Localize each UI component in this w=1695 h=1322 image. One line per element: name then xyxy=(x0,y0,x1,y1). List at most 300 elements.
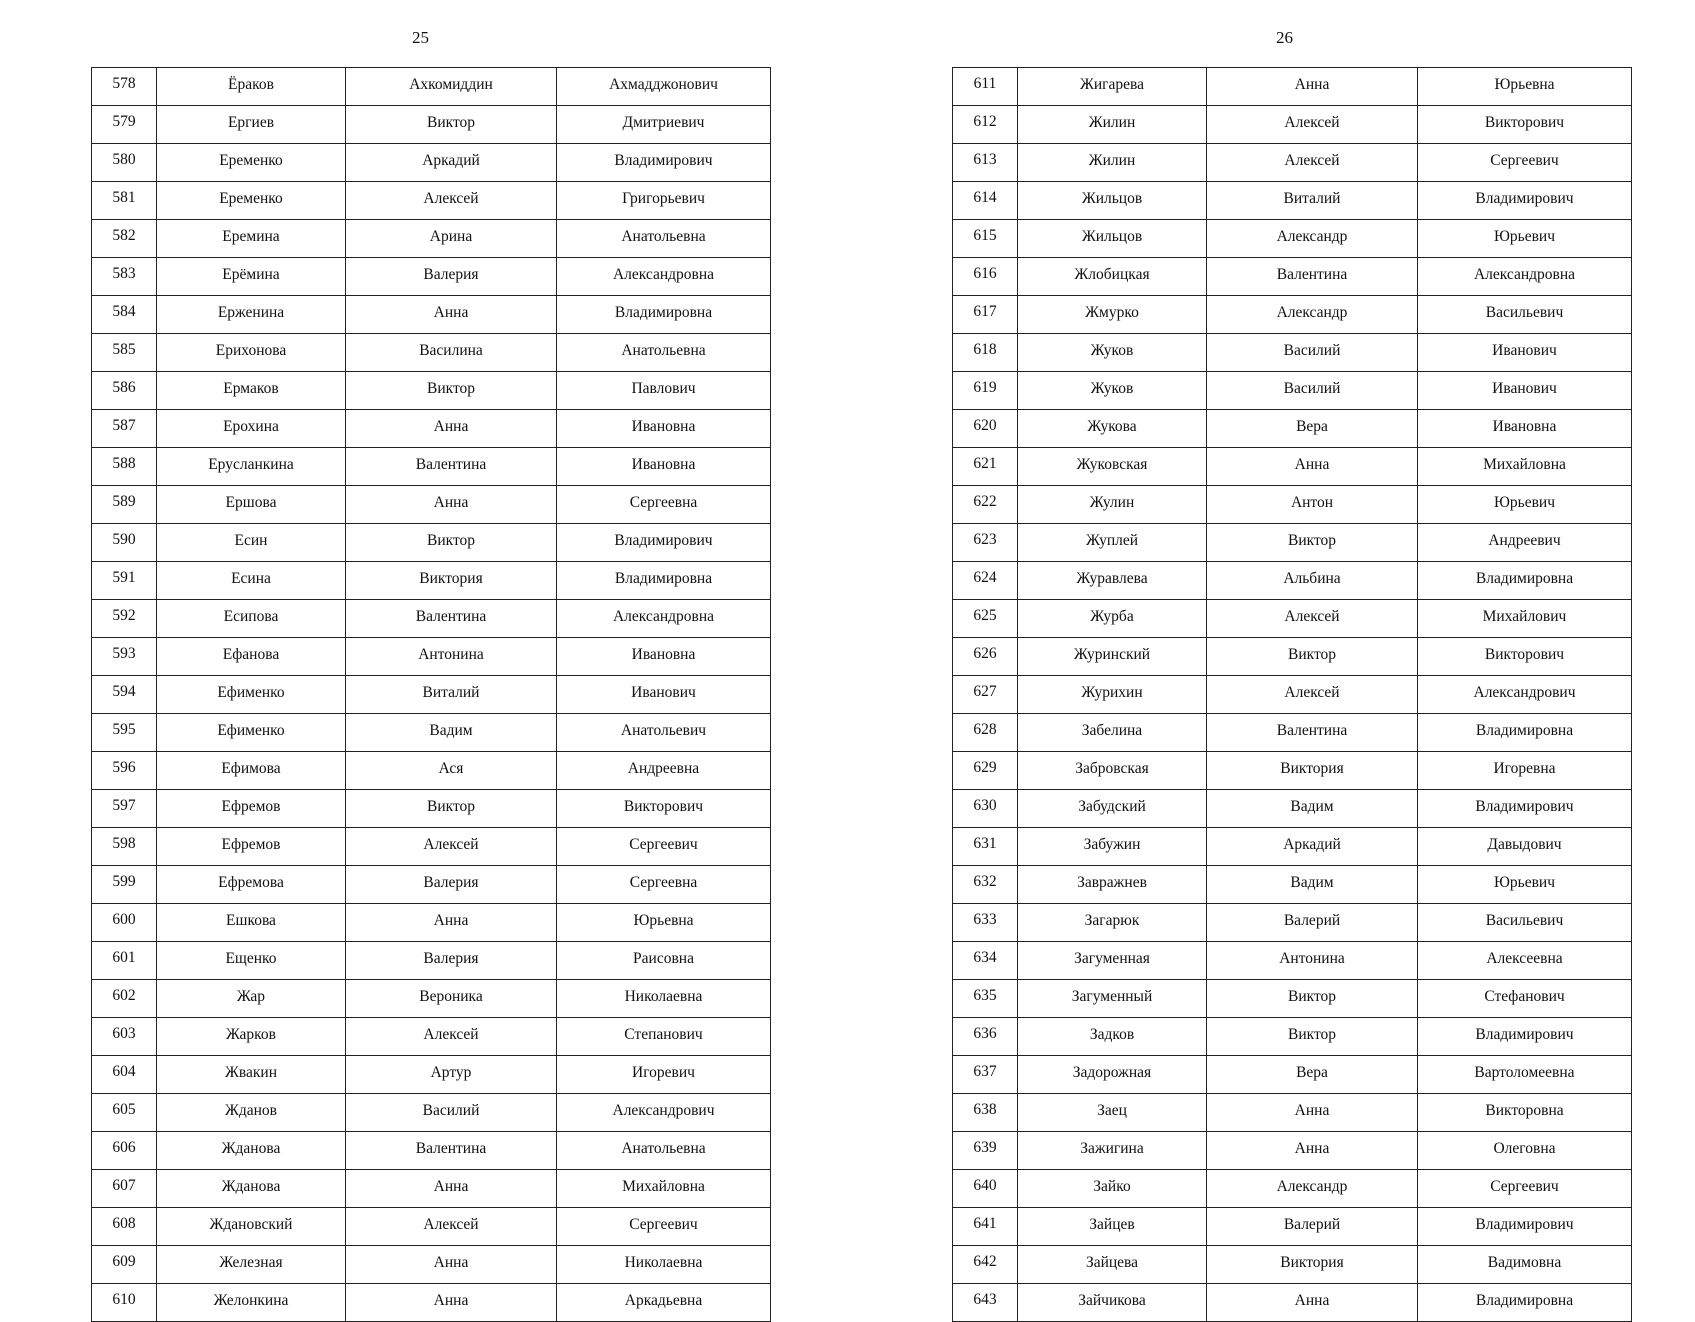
row-number-cell: 633 xyxy=(953,904,1018,942)
last-name-cell: Журба xyxy=(1018,600,1207,638)
first-name-cell: Виктор xyxy=(1207,524,1418,562)
table-row xyxy=(953,486,1632,524)
last-name-cell: Жилин xyxy=(1018,106,1207,144)
last-name-cell: Загарюк xyxy=(1018,904,1207,942)
last-name-cell: Забудский xyxy=(1018,790,1207,828)
row-number-cell: 611 xyxy=(953,68,1018,106)
table-row xyxy=(92,1284,771,1322)
last-name-cell: Жуков xyxy=(1018,334,1207,372)
table-row xyxy=(92,714,771,752)
table-row xyxy=(953,1208,1632,1246)
patronymic-cell: Анатольевич xyxy=(557,714,771,752)
patronymic-cell: Викторович xyxy=(557,790,771,828)
table-row xyxy=(953,1170,1632,1208)
last-name-cell: Жулин xyxy=(1018,486,1207,524)
last-name-cell: Ефремов xyxy=(157,790,346,828)
last-name-cell: Зайцева xyxy=(1018,1246,1207,1284)
table-row xyxy=(92,1056,771,1094)
last-name-cell: Еремина xyxy=(157,220,346,258)
first-name-cell: Анна xyxy=(346,1284,557,1322)
patronymic-cell: Сергеевна xyxy=(557,486,771,524)
patronymic-cell: Ивановна xyxy=(557,448,771,486)
last-name-cell: Задорожная xyxy=(1018,1056,1207,1094)
patronymic-cell: Владимировна xyxy=(1418,714,1632,752)
last-name-cell: Заец xyxy=(1018,1094,1207,1132)
row-number-cell: 581 xyxy=(92,182,157,220)
first-name-cell: Виктор xyxy=(346,372,557,410)
table-row xyxy=(92,1018,771,1056)
patronymic-cell: Владимирович xyxy=(557,524,771,562)
row-number-cell: 622 xyxy=(953,486,1018,524)
last-name-cell: Журихин xyxy=(1018,676,1207,714)
first-name-cell: Анна xyxy=(1207,1284,1418,1322)
patronymic-cell: Сергеевич xyxy=(1418,144,1632,182)
row-number-cell: 618 xyxy=(953,334,1018,372)
last-name-cell: Железная xyxy=(157,1246,346,1284)
row-number-cell: 625 xyxy=(953,600,1018,638)
roster-body-right xyxy=(953,68,1632,1322)
first-name-cell: Василий xyxy=(1207,372,1418,410)
row-number-cell: 638 xyxy=(953,1094,1018,1132)
patronymic-cell: Игоревич xyxy=(557,1056,771,1094)
patronymic-cell: Сергеевна xyxy=(557,866,771,904)
last-name-cell: Жилин xyxy=(1018,144,1207,182)
patronymic-cell: Ахмадджонович xyxy=(557,68,771,106)
patronymic-cell: Иванович xyxy=(1418,334,1632,372)
first-name-cell: Алексей xyxy=(346,828,557,866)
table-row xyxy=(953,410,1632,448)
first-name-cell: Вера xyxy=(1207,1056,1418,1094)
patronymic-cell: Александрович xyxy=(1418,676,1632,714)
table-row xyxy=(953,866,1632,904)
row-number-cell: 630 xyxy=(953,790,1018,828)
patronymic-cell: Григорьевич xyxy=(557,182,771,220)
row-number-cell: 583 xyxy=(92,258,157,296)
last-name-cell: Ёраков xyxy=(157,68,346,106)
first-name-cell: Алексей xyxy=(1207,106,1418,144)
table-row xyxy=(953,562,1632,600)
patronymic-cell: Вартоломеевна xyxy=(1418,1056,1632,1094)
table-row xyxy=(92,410,771,448)
first-name-cell: Валерия xyxy=(346,258,557,296)
last-name-cell: Жуковская xyxy=(1018,448,1207,486)
patronymic-cell: Владимирович xyxy=(1418,182,1632,220)
first-name-cell: Виктория xyxy=(346,562,557,600)
row-number-cell: 636 xyxy=(953,1018,1018,1056)
roster-table-left xyxy=(91,67,771,1322)
table-row xyxy=(953,714,1632,752)
first-name-cell: Ахкомиддин xyxy=(346,68,557,106)
table-row xyxy=(92,790,771,828)
patronymic-cell: Ивановна xyxy=(557,410,771,448)
table-row xyxy=(92,182,771,220)
first-name-cell: Анна xyxy=(346,486,557,524)
table-row xyxy=(92,144,771,182)
table-row xyxy=(953,980,1632,1018)
first-name-cell: Вадим xyxy=(346,714,557,752)
table-row xyxy=(92,1094,771,1132)
first-name-cell: Анна xyxy=(1207,68,1418,106)
row-number-cell: 600 xyxy=(92,904,157,942)
first-name-cell: Виктор xyxy=(1207,980,1418,1018)
first-name-cell: Альбина xyxy=(1207,562,1418,600)
row-number-cell: 579 xyxy=(92,106,157,144)
row-number-cell: 629 xyxy=(953,752,1018,790)
table-row xyxy=(92,866,771,904)
table-row xyxy=(953,790,1632,828)
row-number-cell: 592 xyxy=(92,600,157,638)
first-name-cell: Ася xyxy=(346,752,557,790)
first-name-cell: Валерий xyxy=(1207,904,1418,942)
patronymic-cell: Владимировна xyxy=(557,562,771,600)
patronymic-cell: Ивановна xyxy=(557,638,771,676)
page-number-right: 26 xyxy=(1276,28,1293,47)
patronymic-cell: Юрьевич xyxy=(1418,866,1632,904)
patronymic-cell: Викторовна xyxy=(1418,1094,1632,1132)
row-number-cell: 609 xyxy=(92,1246,157,1284)
first-name-cell: Василина xyxy=(346,334,557,372)
row-number-cell: 589 xyxy=(92,486,157,524)
row-number-cell: 613 xyxy=(953,144,1018,182)
patronymic-cell: Раисовна xyxy=(557,942,771,980)
row-number-cell: 621 xyxy=(953,448,1018,486)
first-name-cell: Антонина xyxy=(346,638,557,676)
patronymic-cell: Николаевна xyxy=(557,1246,771,1284)
row-number-cell: 619 xyxy=(953,372,1018,410)
last-name-cell: Завражнев xyxy=(1018,866,1207,904)
row-number-cell: 608 xyxy=(92,1208,157,1246)
last-name-cell: Ерженина xyxy=(157,296,346,334)
table-row xyxy=(92,1170,771,1208)
table-row xyxy=(953,904,1632,942)
row-number-cell: 631 xyxy=(953,828,1018,866)
last-name-cell: Жигарева xyxy=(1018,68,1207,106)
first-name-cell: Алексей xyxy=(346,1018,557,1056)
patronymic-cell: Иванович xyxy=(557,676,771,714)
first-name-cell: Вадим xyxy=(1207,866,1418,904)
last-name-cell: Жар xyxy=(157,980,346,1018)
row-number-cell: 595 xyxy=(92,714,157,752)
table-row xyxy=(953,144,1632,182)
row-number-cell: 637 xyxy=(953,1056,1018,1094)
row-number-cell: 610 xyxy=(92,1284,157,1322)
table-row xyxy=(92,1132,771,1170)
table-row xyxy=(92,258,771,296)
row-number-cell: 604 xyxy=(92,1056,157,1094)
patronymic-cell: Анатольевна xyxy=(557,220,771,258)
table-row xyxy=(92,904,771,942)
first-name-cell: Вероника xyxy=(346,980,557,1018)
row-number-cell: 593 xyxy=(92,638,157,676)
first-name-cell: Анна xyxy=(1207,1132,1418,1170)
last-name-cell: Ещенко xyxy=(157,942,346,980)
last-name-cell: Ермаков xyxy=(157,372,346,410)
row-number-cell: 620 xyxy=(953,410,1018,448)
first-name-cell: Анна xyxy=(346,904,557,942)
patronymic-cell: Андреевич xyxy=(1418,524,1632,562)
last-name-cell: Еременко xyxy=(157,182,346,220)
table-row xyxy=(92,752,771,790)
first-name-cell: Виктория xyxy=(1207,1246,1418,1284)
table-row xyxy=(953,524,1632,562)
patronymic-cell: Александрович xyxy=(557,1094,771,1132)
patronymic-cell: Вадимовна xyxy=(1418,1246,1632,1284)
patronymic-cell: Владимирович xyxy=(1418,1208,1632,1246)
last-name-cell: Жлобицкая xyxy=(1018,258,1207,296)
table-row xyxy=(953,106,1632,144)
first-name-cell: Василий xyxy=(1207,334,1418,372)
patronymic-cell: Юрьевна xyxy=(557,904,771,942)
row-number-cell: 606 xyxy=(92,1132,157,1170)
row-number-cell: 588 xyxy=(92,448,157,486)
last-name-cell: Жуплей xyxy=(1018,524,1207,562)
first-name-cell: Алексей xyxy=(1207,144,1418,182)
patronymic-cell: Владимировна xyxy=(1418,1284,1632,1322)
row-number-cell: 614 xyxy=(953,182,1018,220)
patronymic-cell: Александровна xyxy=(557,600,771,638)
first-name-cell: Анна xyxy=(346,296,557,334)
last-name-cell: Задков xyxy=(1018,1018,1207,1056)
patronymic-cell: Олеговна xyxy=(1418,1132,1632,1170)
last-name-cell: Ефанова xyxy=(157,638,346,676)
patronymic-cell: Андреевна xyxy=(557,752,771,790)
patronymic-cell: Владимирович xyxy=(1418,790,1632,828)
first-name-cell: Виталий xyxy=(1207,182,1418,220)
patronymic-cell: Иванович xyxy=(1418,372,1632,410)
row-number-cell: 580 xyxy=(92,144,157,182)
row-number-cell: 602 xyxy=(92,980,157,1018)
first-name-cell: Алексей xyxy=(346,1208,557,1246)
last-name-cell: Ефремова xyxy=(157,866,346,904)
row-number-cell: 624 xyxy=(953,562,1018,600)
table-row xyxy=(953,258,1632,296)
first-name-cell: Валентина xyxy=(1207,714,1418,752)
table-row xyxy=(953,828,1632,866)
row-number-cell: 635 xyxy=(953,980,1018,1018)
patronymic-cell: Александровна xyxy=(1418,258,1632,296)
table-row xyxy=(953,638,1632,676)
row-number-cell: 623 xyxy=(953,524,1018,562)
table-row xyxy=(92,524,771,562)
last-name-cell: Желонкина xyxy=(157,1284,346,1322)
table-row xyxy=(953,448,1632,486)
last-name-cell: Жарков xyxy=(157,1018,346,1056)
row-number-cell: 612 xyxy=(953,106,1018,144)
first-name-cell: Валерий xyxy=(1207,1208,1418,1246)
row-number-cell: 628 xyxy=(953,714,1018,752)
table-row xyxy=(92,638,771,676)
patronymic-cell: Аркадьевна xyxy=(557,1284,771,1322)
first-name-cell: Антон xyxy=(1207,486,1418,524)
table-row xyxy=(92,220,771,258)
patronymic-cell: Дмитриевич xyxy=(557,106,771,144)
table-row xyxy=(92,334,771,372)
patronymic-cell: Павлович xyxy=(557,372,771,410)
first-name-cell: Алексей xyxy=(346,182,557,220)
first-name-cell: Виктор xyxy=(346,524,557,562)
patronymic-cell: Игоревна xyxy=(1418,752,1632,790)
patronymic-cell: Юрьевич xyxy=(1418,220,1632,258)
last-name-cell: Жмурко xyxy=(1018,296,1207,334)
patronymic-cell: Юрьевич xyxy=(1418,486,1632,524)
row-number-cell: 594 xyxy=(92,676,157,714)
first-name-cell: Виктор xyxy=(1207,638,1418,676)
row-number-cell: 598 xyxy=(92,828,157,866)
last-name-cell: Жданова xyxy=(157,1170,346,1208)
patronymic-cell: Стефанович xyxy=(1418,980,1632,1018)
table-row xyxy=(953,752,1632,790)
last-name-cell: Ждановский xyxy=(157,1208,346,1246)
table-row xyxy=(92,942,771,980)
last-name-cell: Ефименко xyxy=(157,714,346,752)
table-row xyxy=(953,220,1632,258)
first-name-cell: Валерия xyxy=(346,866,557,904)
first-name-cell: Василий xyxy=(346,1094,557,1132)
first-name-cell: Арина xyxy=(346,220,557,258)
table-row xyxy=(92,1208,771,1246)
last-name-cell: Зажигина xyxy=(1018,1132,1207,1170)
last-name-cell: Жуков xyxy=(1018,372,1207,410)
patronymic-cell: Алексеевна xyxy=(1418,942,1632,980)
first-name-cell: Алексей xyxy=(1207,600,1418,638)
last-name-cell: Зайко xyxy=(1018,1170,1207,1208)
row-number-cell: 639 xyxy=(953,1132,1018,1170)
last-name-cell: Забровская xyxy=(1018,752,1207,790)
first-name-cell: Валентина xyxy=(346,600,557,638)
patronymic-cell: Владимирович xyxy=(557,144,771,182)
patronymic-cell: Михайловна xyxy=(1418,448,1632,486)
last-name-cell: Жданов xyxy=(157,1094,346,1132)
last-name-cell: Есипова xyxy=(157,600,346,638)
first-name-cell: Валентина xyxy=(346,1132,557,1170)
first-name-cell: Анна xyxy=(1207,1094,1418,1132)
last-name-cell: Ерихонова xyxy=(157,334,346,372)
table-row xyxy=(92,600,771,638)
table-row xyxy=(953,1246,1632,1284)
row-number-cell: 615 xyxy=(953,220,1018,258)
first-name-cell: Анна xyxy=(346,1246,557,1284)
first-name-cell: Валентина xyxy=(1207,258,1418,296)
patronymic-cell: Николаевна xyxy=(557,980,771,1018)
row-number-cell: 599 xyxy=(92,866,157,904)
last-name-cell: Жильцов xyxy=(1018,182,1207,220)
table-row xyxy=(953,1284,1632,1322)
last-name-cell: Загуменный xyxy=(1018,980,1207,1018)
first-name-cell: Александр xyxy=(1207,1170,1418,1208)
table-row xyxy=(92,448,771,486)
last-name-cell: Ерусланкина xyxy=(157,448,346,486)
table-row xyxy=(953,182,1632,220)
patronymic-cell: Александровна xyxy=(557,258,771,296)
table-row xyxy=(92,1246,771,1284)
last-name-cell: Жукова xyxy=(1018,410,1207,448)
row-number-cell: 616 xyxy=(953,258,1018,296)
patronymic-cell: Михайловна xyxy=(557,1170,771,1208)
table-row xyxy=(953,1132,1632,1170)
first-name-cell: Антонина xyxy=(1207,942,1418,980)
row-number-cell: 603 xyxy=(92,1018,157,1056)
row-number-cell: 634 xyxy=(953,942,1018,980)
row-number-cell: 643 xyxy=(953,1284,1018,1322)
table-row xyxy=(953,296,1632,334)
row-number-cell: 642 xyxy=(953,1246,1018,1284)
first-name-cell: Анна xyxy=(1207,448,1418,486)
table-row xyxy=(92,372,771,410)
row-number-cell: 578 xyxy=(92,68,157,106)
last-name-cell: Жвакин xyxy=(157,1056,346,1094)
table-row xyxy=(953,1018,1632,1056)
table-row xyxy=(92,296,771,334)
row-number-cell: 607 xyxy=(92,1170,157,1208)
table-row xyxy=(953,600,1632,638)
patronymic-cell: Викторович xyxy=(1418,638,1632,676)
first-name-cell: Виктор xyxy=(346,106,557,144)
patronymic-cell: Владимировна xyxy=(557,296,771,334)
patronymic-cell: Сергеевич xyxy=(557,828,771,866)
last-name-cell: Ефремов xyxy=(157,828,346,866)
row-number-cell: 605 xyxy=(92,1094,157,1132)
table-row xyxy=(92,106,771,144)
row-number-cell: 586 xyxy=(92,372,157,410)
row-number-cell: 591 xyxy=(92,562,157,600)
row-number-cell: 641 xyxy=(953,1208,1018,1246)
patronymic-cell: Сергеевич xyxy=(557,1208,771,1246)
row-number-cell: 585 xyxy=(92,334,157,372)
first-name-cell: Виктория xyxy=(1207,752,1418,790)
first-name-cell: Аркадий xyxy=(346,144,557,182)
last-name-cell: Ершова xyxy=(157,486,346,524)
patronymic-cell: Михайлович xyxy=(1418,600,1632,638)
row-number-cell: 632 xyxy=(953,866,1018,904)
table-row xyxy=(92,676,771,714)
roster-body-left xyxy=(92,68,771,1322)
patronymic-cell: Анатольевна xyxy=(557,334,771,372)
patronymic-cell: Васильевич xyxy=(1418,296,1632,334)
row-number-cell: 597 xyxy=(92,790,157,828)
table-row xyxy=(953,68,1632,106)
last-name-cell: Еременко xyxy=(157,144,346,182)
table-row xyxy=(953,334,1632,372)
row-number-cell: 601 xyxy=(92,942,157,980)
last-name-cell: Ефименко xyxy=(157,676,346,714)
table-row xyxy=(92,562,771,600)
first-name-cell: Александр xyxy=(1207,220,1418,258)
last-name-cell: Зайчикова xyxy=(1018,1284,1207,1322)
patronymic-cell: Владимировна xyxy=(1418,562,1632,600)
patronymic-cell: Давыдович xyxy=(1418,828,1632,866)
last-name-cell: Есина xyxy=(157,562,346,600)
last-name-cell: Ерохина xyxy=(157,410,346,448)
last-name-cell: Забужин xyxy=(1018,828,1207,866)
first-name-cell: Алексей xyxy=(1207,676,1418,714)
table-row xyxy=(92,68,771,106)
row-number-cell: 617 xyxy=(953,296,1018,334)
patronymic-cell: Степанович xyxy=(557,1018,771,1056)
roster-table-right xyxy=(952,67,1632,1322)
last-name-cell: Ергиев xyxy=(157,106,346,144)
first-name-cell: Вера xyxy=(1207,410,1418,448)
patronymic-cell: Викторович xyxy=(1418,106,1632,144)
first-name-cell: Аркадий xyxy=(1207,828,1418,866)
last-name-cell: Ефимова xyxy=(157,752,346,790)
row-number-cell: 590 xyxy=(92,524,157,562)
first-name-cell: Александр xyxy=(1207,296,1418,334)
table-row xyxy=(953,1056,1632,1094)
row-number-cell: 596 xyxy=(92,752,157,790)
last-name-cell: Журинский xyxy=(1018,638,1207,676)
first-name-cell: Анна xyxy=(346,410,557,448)
table-row xyxy=(92,828,771,866)
